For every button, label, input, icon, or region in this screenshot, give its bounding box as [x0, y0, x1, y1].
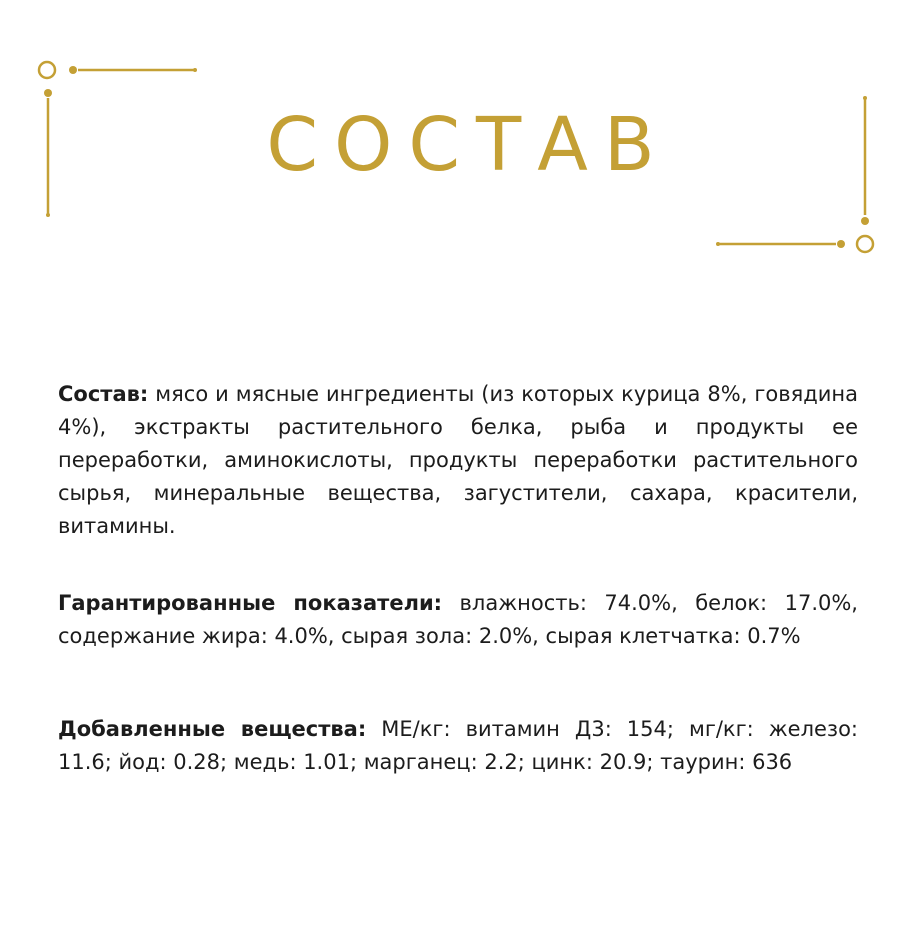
ornament-dot: [193, 68, 197, 72]
ornament-dot: [44, 89, 52, 97]
page-title: СОСТАВ: [266, 102, 671, 188]
composition-text: мясо и мясные ингредиенты (из которых курица 8%, говядина 4%), экстракты растительного белка, рыба и продукты ее переработки, аминокислоты, продукты переработки растительного сырья, минеральные вещества, загустители, сахара, красители, витамины.: [58, 382, 858, 538]
ornament-dot: [69, 66, 77, 74]
guaranteed-values-paragraph: [58, 587, 858, 653]
additives-paragraph: [58, 713, 858, 779]
ornament-ring: [857, 236, 873, 252]
additives-heading: Добавленные вещества:: [58, 717, 367, 741]
composition-heading: Состав:: [58, 382, 149, 406]
composition-content: [58, 378, 858, 779]
ornament-ring: [39, 62, 55, 78]
additives-text: МЕ/кг: витамин Д3: 154; мг/кг: железо: 11.6; йод: 0.28; медь: 1.01; марганец: 2.2; цинк: 20.9; таурин: 636: [58, 717, 859, 774]
guaranteed-values-text: влажность: 74.0%, белок: 17.0%, содержание жира: 4.0%, сырая зола: 2.0%, сырая клетчатка: 0.7%: [58, 591, 858, 648]
ornament-dot: [837, 240, 845, 248]
composition-paragraph: [58, 378, 858, 543]
ornament-dot: [861, 217, 869, 225]
ornament-dot: [46, 213, 50, 217]
guaranteed-values-heading: Гарантированные показатели:: [58, 591, 443, 615]
